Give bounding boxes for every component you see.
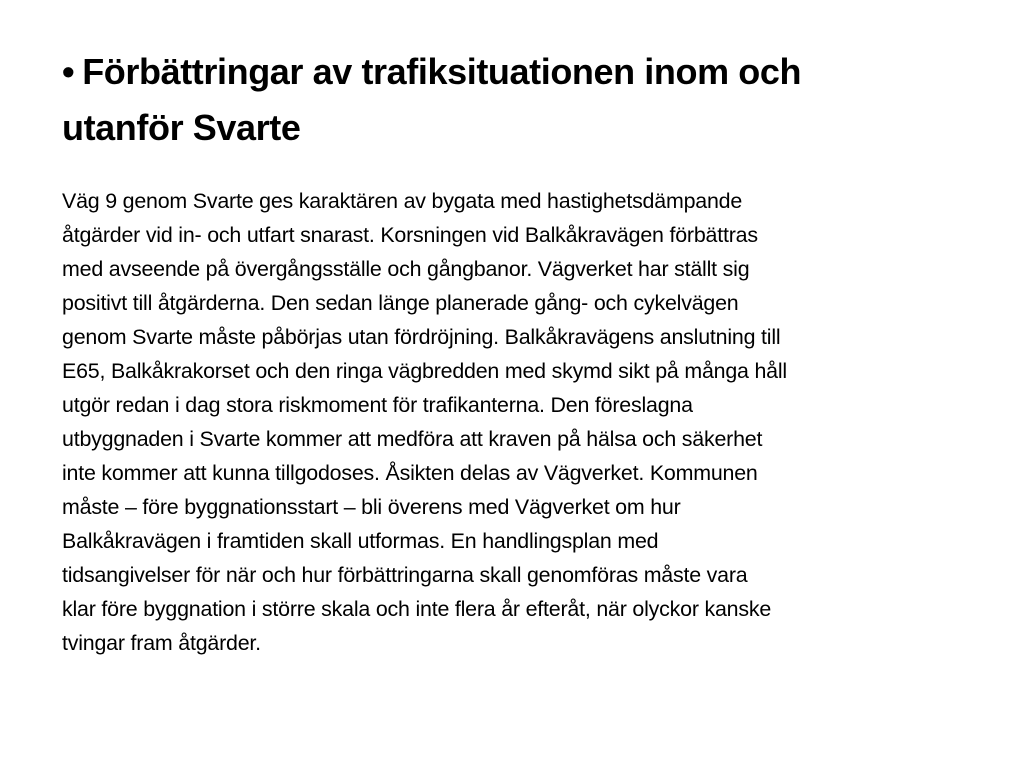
body-line: Balkåkravägen i framtiden skall utformas. En handlingsplan med [62, 529, 659, 553]
body-line: tidsangivelser för när och hur förbättringarna skall genomföras måste vara [62, 563, 748, 587]
heading-line-2: utanför Svarte [62, 107, 301, 148]
slide-heading [62, 44, 962, 156]
body-line: måste – före byggnationsstart – bli överens med Vägverket om hur [62, 495, 681, 519]
body-line: positivt till åtgärderna. Den sedan länge planerade gång- och cykelvägen [62, 291, 739, 315]
body-line: utbyggnaden i Svarte kommer att medföra att kraven på hälsa och säkerhet [62, 427, 763, 451]
body-line: tvingar fram åtgärder. [62, 631, 261, 655]
body-line: inte kommer att kunna tillgodoses. Åsikten delas av Vägverket. Kommunen [62, 461, 758, 485]
heading-line-1 [62, 44, 962, 100]
body-line: genom Svarte måste påbörjas utan fördröjning. Balkåkravägens anslutning till [62, 325, 781, 349]
body-line: åtgärder vid in- och utfart snarast. Korsningen vid Balkåkravägen förbättras [62, 223, 758, 247]
body-line: Väg 9 genom Svarte ges karaktären av bygata med hastighetsdämpande [62, 189, 743, 213]
body-line: med avseende på övergångsställe och gångbanor. Vägverket har ställt sig [62, 257, 750, 281]
slide-body [62, 184, 962, 660]
body-line: E65, Balkåkrakorset och den ringa vägbredden med skymd sikt på många håll [62, 359, 787, 383]
heading-text-1: Förbättringar av trafiksituationen inom och [82, 51, 802, 92]
bullet-icon: • [62, 51, 75, 92]
body-line: utgör redan i dag stora riskmoment för trafikanterna. Den föreslagna [62, 393, 693, 417]
body-line: klar före byggnation i större skala och inte flera år efteråt, när olyckor kanske [62, 597, 772, 621]
